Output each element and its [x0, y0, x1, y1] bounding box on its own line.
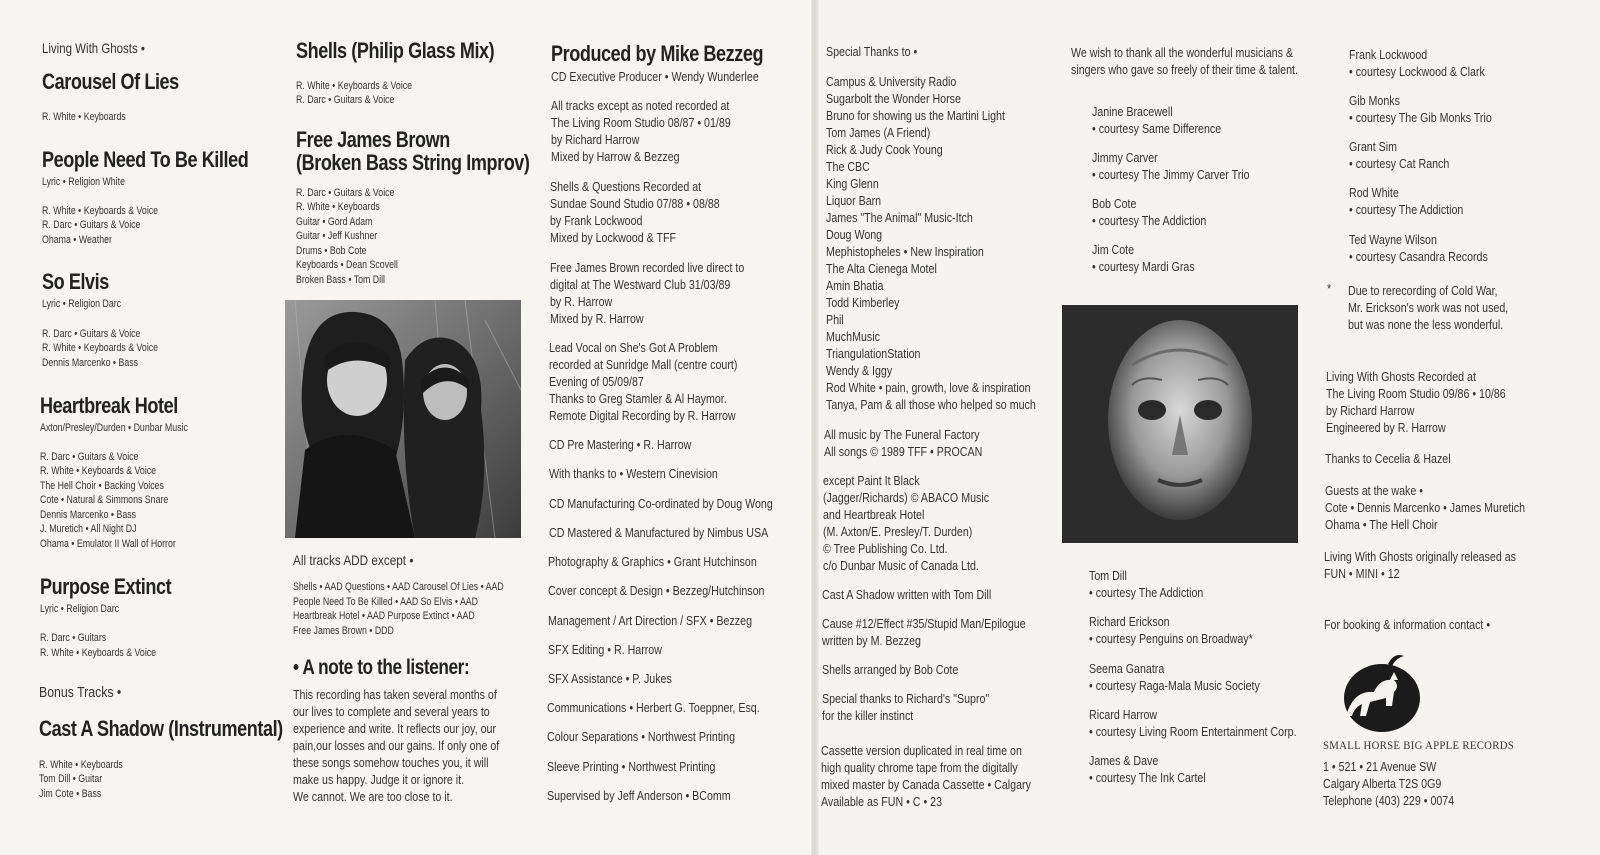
note-title: • A note to the listener: — [293, 656, 470, 679]
musician-name: Ricard Harrow — [1089, 707, 1158, 722]
thanks-line: Mephistopheles • New Inspiration — [826, 244, 984, 259]
credit-line: Tom Dill • Guitar — [39, 773, 103, 785]
add-label: All tracks ADD except • — [293, 552, 414, 568]
thanks-line: James "The Animal" Music-Itch — [826, 210, 973, 225]
credit-line: R. White • Keyboards & Voice — [42, 342, 159, 354]
musician-courtesy: • courtesy Penguins on Broadway* — [1089, 631, 1253, 646]
credit-line: R. Darc • Guitars & Voice — [296, 94, 395, 106]
musician-courtesy: • courtesy The Addiction — [1092, 213, 1207, 228]
cast-line: Cast A Shadow written with Tom Dill — [822, 587, 992, 602]
thanks-line: Tanya, Pam & all those who helped so much — [826, 397, 1036, 412]
p2-line: Shells & Questions Recorded at — [550, 179, 702, 194]
musician-name: Grant Sim — [1349, 139, 1397, 154]
cause-line: Cause #12/Effect #35/Stupid Man/Epilogue — [822, 616, 1026, 631]
credit-line: Broken Bass • Tom Dill — [296, 274, 385, 286]
credit-line: Guitar • Jeff Kushner — [296, 230, 378, 242]
p4-line: Evening of 05/09/87 — [549, 374, 644, 389]
track-title-elvis: So Elvis — [42, 269, 109, 294]
credit-line: Dennis Marcenko • Bass — [42, 357, 139, 369]
note-line: these songs somehow touches you, it will — [293, 755, 489, 770]
thanks-line: Sugarbolt the Wonder Horse — [826, 91, 961, 106]
except-line: c/o Dunbar Music of Canada Ltd. — [823, 558, 979, 573]
thanks-line: Bruno for showing us the Martini Light — [826, 108, 1005, 123]
credit-line: R. White • Keyboards & Voice — [40, 465, 157, 477]
thanks-line: Doug Wong — [826, 227, 883, 242]
mask-photo — [1062, 305, 1298, 543]
musician-courtesy: • courtesy Casandra Records — [1349, 249, 1488, 264]
musician-name: James & Dave — [1089, 753, 1159, 768]
p4-line: recorded at Sunridge Mall (centre court) — [549, 357, 738, 372]
wish-line: We wish to thank all the wonderful musicians & — [1071, 45, 1294, 60]
band-photo — [285, 300, 521, 538]
add-line: People Need To Be Killed • AAD So Elvis • AAD — [293, 596, 479, 608]
credit-line: R. White • Keyboards & Voice — [296, 80, 413, 92]
label-name: SMALL HORSE BIG APPLE RECORDS — [1323, 738, 1515, 752]
shells-arr-line: Shells arranged by Bob Cote — [822, 662, 959, 677]
musician-courtesy: • courtesy Mardi Gras — [1092, 259, 1195, 274]
except-line: and Heartbreak Hotel — [823, 507, 925, 522]
musician-courtesy: • courtesy Raga-Mala Music Society — [1089, 678, 1260, 693]
credit-single: With thanks to • Western Cinevision — [549, 466, 718, 481]
except-line: (Jagger/Richards) © ABACO Music — [823, 490, 990, 505]
musician-name: Janine Bracewell — [1092, 104, 1173, 119]
music-line: All music by The Funeral Factory — [824, 427, 980, 442]
lwg-line: by Richard Harrow — [1326, 403, 1415, 418]
note-line: pain,our losses and our gains. If only one of — [293, 738, 500, 753]
guests-line: Ohama • The Hell Choir — [1325, 517, 1438, 532]
thanks-line: Wendy & Iggy — [826, 363, 893, 378]
track-title-pe: Purpose Extinct — [40, 574, 172, 599]
musician-courtesy: • courtesy The Gib Monks Trio — [1349, 110, 1492, 125]
lwg-line: Engineered by R. Harrow — [1326, 420, 1446, 435]
track-title-fjb-1: Free James Brown — [296, 127, 450, 152]
thanks-line: Rick & Judy Cook Young — [826, 142, 943, 157]
note-line: We cannot. We are too close to it. — [293, 789, 453, 804]
musician-name: Gib Monks — [1349, 93, 1400, 108]
credit-line: Jim Cote • Bass — [39, 788, 102, 800]
credit-single: CD Mastered & Manufactured by Nimbus USA — [549, 525, 769, 540]
p4-line: Lead Vocal on She's Got A Problem — [549, 340, 718, 355]
thanks-line: Phil — [826, 312, 844, 327]
music-line: All songs © 1989 TFF • PROCAN — [824, 444, 983, 459]
musician-name: Jim Cote — [1092, 242, 1135, 257]
track-title-shells: Shells (Philip Glass Mix) — [296, 38, 495, 63]
p1-line: All tracks except as noted recorded at — [551, 98, 730, 113]
credit-line: The Hell Choir • Backing Voices — [40, 480, 164, 492]
p1-line: Mixed by Harrow & Bezzeg — [551, 149, 680, 164]
thanks-cecelia: Thanks to Cecelia & Hazel — [1325, 451, 1451, 466]
credit-single: Sleeve Printing • Northwest Printing — [547, 759, 716, 774]
track-title-carousel: Carousel Of Lies — [42, 69, 179, 94]
produced-title: Produced by Mike Bezzeg — [551, 41, 764, 66]
credit-line: R. Darc • Guitars & Voice — [296, 187, 395, 199]
credit-line: R. Darc • Guitars & Voice — [40, 451, 139, 463]
credit-line: R. Darc • Guitars — [40, 632, 107, 644]
lyric-line: Lyric • Religion White — [42, 176, 125, 188]
except-line: © Tree Publishing Co. Ltd. — [823, 541, 948, 556]
credit-line: Guitar • Gord Adam — [296, 216, 373, 228]
thanks-line: Todd Kimberley — [826, 295, 900, 310]
thanks-line: MuchMusic — [826, 329, 880, 344]
track-title-fjb-2: (Broken Bass String Improv) — [296, 150, 530, 175]
credit-line: R. Darc • Guitars & Voice — [42, 219, 141, 231]
horse-apple-logo — [1330, 650, 1430, 734]
track-title-hh: Heartbreak Hotel — [40, 393, 178, 418]
lwg-line: The Living Room Studio 09/86 • 10/86 — [1326, 386, 1506, 401]
musician-courtesy: • courtesy The Jimmy Carver Trio — [1092, 167, 1250, 182]
track-title-pntbk: People Need To Be Killed — [42, 147, 249, 172]
guests-line: Guests at the wake • — [1325, 483, 1423, 498]
p4-line: Remote Digital Recording by R. Harrow — [549, 408, 736, 423]
cassette-line: Available as FUN • C • 23 — [821, 794, 943, 809]
p3-line: Free James Brown recorded live direct to — [550, 260, 745, 275]
p3-line: Mixed by R. Harrow — [550, 311, 644, 326]
musician-courtesy: • courtesy Cat Ranch — [1349, 156, 1450, 171]
released-line: FUN • MINI • 12 — [1324, 566, 1400, 581]
p4-line: Thanks to Greg Stamler & Al Haymor. — [549, 391, 727, 406]
p2-line: by Frank Lockwood — [550, 213, 643, 228]
cassette-line: high quality chrome tape from the digitally — [821, 760, 1018, 775]
credit-single: Photography & Graphics • Grant Hutchinson — [548, 554, 757, 569]
p2-line: Sundae Sound Studio 07/88 • 08/88 — [550, 196, 720, 211]
musician-courtesy: • courtesy The Addiction — [1349, 202, 1464, 217]
page-fold — [811, 0, 819, 855]
note-line: make us happy. Judge it or ignore it. — [293, 772, 465, 787]
credit-single: CD Manufacturing Co-ordinated by Doug Wong — [549, 496, 773, 511]
thanks-line: Liquor Barn — [826, 193, 882, 208]
credit-line: J. Muretich • All Night DJ — [40, 523, 137, 535]
address-line: 1 • 521 • 21 Avenue SW — [1323, 759, 1437, 774]
p3-line: digital at The Westward Club 31/03/89 — [550, 277, 731, 292]
musician-name: Richard Erickson — [1089, 614, 1170, 629]
add-line: Free James Brown • DDD — [293, 625, 394, 637]
credit-line: Cote • Natural & Simmons Snare — [40, 494, 169, 506]
credit-single: Communications • Herbert G. Toeppner, Esq. — [547, 700, 760, 715]
cassette-line: mixed master by Canada Cassette • Calgary — [821, 777, 1031, 792]
credit-line: R. Darc • Guitars & Voice — [42, 328, 141, 340]
credit-line: R. White • Keyboards — [296, 201, 380, 213]
p3-line: by R. Harrow — [550, 294, 613, 309]
credit-single: SFX Assistance • P. Jukes — [548, 671, 672, 686]
credit-line: R. White • Keyboards — [39, 759, 123, 771]
thanks-line: King Glenn — [826, 176, 879, 191]
musician-name: Rod White — [1349, 185, 1399, 200]
address-line: Telephone (403) 229 • 0074 — [1323, 793, 1455, 808]
musician-courtesy: • courtesy The Addiction — [1089, 585, 1204, 600]
musician-name: Jimmy Carver — [1092, 150, 1158, 165]
credit-line: Ohama • Weather — [42, 234, 112, 246]
add-line: Heartbreak Hotel • AAD Purpose Extinct • AAD — [293, 610, 475, 622]
lyric-line: Lyric • Religion Darc — [42, 298, 122, 310]
released-line: Living With Ghosts originally released as — [1324, 549, 1516, 564]
note-line: but was none the less wonderful. — [1348, 317, 1504, 332]
p1-line: The Living Room Studio 08/87 • 01/89 — [551, 115, 731, 130]
thanks-line: Campus & University Radio — [826, 74, 957, 89]
credit-single: CD Pre Mastering • R. Harrow — [549, 437, 692, 452]
musician-name: Seema Ganatra — [1089, 661, 1165, 676]
note-line: our lives to complete and several years to — [293, 704, 490, 719]
credit-line: Keyboards • Dean Scovell — [296, 259, 398, 271]
musician-name: Bob Cote — [1092, 196, 1137, 211]
lyric-line: Lyric • Religion Darc — [40, 603, 120, 615]
exec-line: CD Executive Producer • Wendy Wunderlee — [551, 69, 759, 84]
p2-line: Mixed by Lockwood & TFF — [550, 230, 676, 245]
note-line: Mr. Erickson's work was not used, — [1348, 300, 1509, 315]
credit-single: SFX Editing • R. Harrow — [548, 642, 662, 657]
credit-single: Colour Separations • Northwest Printing — [547, 729, 736, 744]
cassette-line: Cassette version duplicated in real time on — [821, 743, 1022, 758]
thanks-line: The CBC — [826, 159, 870, 174]
p1-line: by Richard Harrow — [551, 132, 640, 147]
credit-line: R. White • Keyboards & Voice — [40, 647, 157, 659]
musician-courtesy: • courtesy Living Room Entertainment Corp. — [1089, 724, 1297, 739]
musician-courtesy: • courtesy Same Difference — [1092, 121, 1222, 136]
lyric-line: Axton/Presley/Durden • Dunbar Music — [40, 422, 188, 434]
wish-line: singers who gave so freely of their time & talent. — [1071, 62, 1298, 77]
musician-courtesy: • courtesy Lockwood & Clark — [1349, 64, 1485, 79]
note-line: Due to rerecording of Cold War, — [1348, 283, 1498, 298]
special-label: Special Thanks to • — [826, 44, 918, 59]
note-line: This recording has taken several months of — [293, 687, 497, 702]
supro-line: for the killer instinct — [822, 708, 914, 723]
credit-single: Cover concept & Design • Bezzeg/Hutchinson — [548, 583, 765, 598]
except-line: (M. Axton/E. Presley/T. Durden) — [823, 524, 973, 539]
credit-line: Drums • Bob Cote — [296, 245, 367, 257]
credit-single: Supervised by Jeff Anderson • BComm — [547, 788, 731, 803]
supro-line: Special thanks to Richard's "Supro" — [822, 691, 990, 706]
lwg-label: Living With Ghosts • — [42, 40, 145, 56]
booking-line: For booking & information contact • — [1324, 617, 1491, 632]
credit-line: Dennis Marcenko • Bass — [40, 509, 137, 521]
thanks-line: Tom James (A Friend) — [826, 125, 931, 140]
musician-name: Tom Dill — [1089, 568, 1127, 583]
guests-line: Cote • Dennis Marcenko • James Muretich — [1325, 500, 1526, 515]
credit-single: Management / Art Direction / SFX • Bezzeg — [548, 613, 753, 628]
credit-line: Ohama • Emulator II Wall of Horror — [40, 538, 176, 550]
thanks-line: The Alta Cienega Motel — [826, 261, 937, 276]
cause-line: written by M. Bezzeg — [822, 633, 921, 648]
asterisk: * — [1327, 281, 1332, 296]
thanks-line: Rod White • pain, growth, love & inspiration — [826, 380, 1031, 395]
musician-name: Frank Lockwood — [1349, 47, 1428, 62]
credit-line: R. White • Keyboards & Voice — [42, 205, 159, 217]
except-line: except Paint It Black — [823, 473, 920, 488]
track-title-cas: Cast A Shadow (Instrumental) — [39, 716, 283, 741]
musician-name: Ted Wayne Wilson — [1349, 232, 1437, 247]
note-line: experience and write. It reflects our joy, our — [293, 721, 497, 736]
lwg-line: Living With Ghosts Recorded at — [1326, 369, 1476, 384]
thanks-line: TriangulationStation — [826, 346, 921, 361]
add-line: Shells • AAD Questions • AAD Carousel Of Lies • AAD — [293, 581, 504, 593]
bonus-label: Bonus Tracks • — [39, 684, 122, 701]
musician-courtesy: • courtesy The Ink Cartel — [1089, 770, 1206, 785]
credit-line: R. White • Keyboards — [42, 111, 126, 123]
address-line: Calgary Alberta T2S 0G9 — [1323, 776, 1442, 791]
thanks-line: Amin Bhatia — [826, 278, 884, 293]
